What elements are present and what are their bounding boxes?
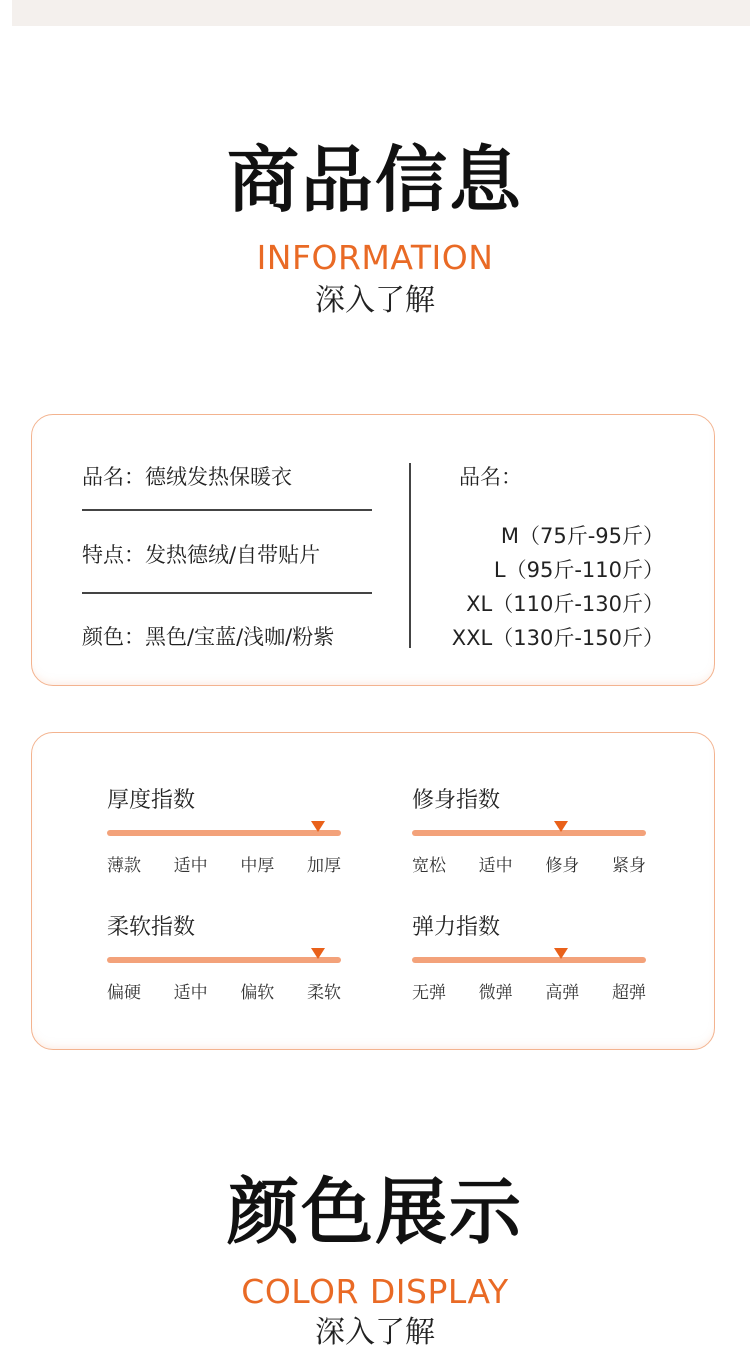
index-marker-icon	[311, 821, 325, 832]
size-item-xl: XL（110斤-130斤）	[466, 592, 664, 616]
row-divider	[82, 592, 372, 594]
size-item-l: L（95斤-110斤）	[493, 558, 664, 582]
info-row-name	[82, 461, 372, 491]
index-marker-icon	[311, 948, 325, 959]
info-row-feature	[82, 539, 372, 569]
row-divider	[82, 509, 372, 511]
index-tick: 柔软	[306, 983, 341, 1003]
top-banner-strip	[12, 0, 750, 26]
index-ticks	[107, 978, 341, 1003]
info-row-label: 颜色：	[82, 625, 145, 649]
size-list	[452, 519, 664, 655]
index-title: 修身指数	[412, 788, 501, 813]
section-title-color: 颜色展示	[226, 1170, 523, 1254]
info-row-value: 发热德绒/自带贴片	[145, 543, 321, 567]
index-title: 弹力指数	[412, 915, 501, 940]
info-row-color	[82, 621, 372, 651]
size-item-m: M（75斤-95斤）	[500, 524, 664, 548]
index-ticks	[107, 851, 341, 876]
section-title-info-en: INFORMATION	[256, 238, 494, 277]
index-tick: 适中	[173, 983, 208, 1003]
index-tick: 适中	[478, 856, 513, 876]
section-title-color-en: COLOR DISPLAY	[241, 1272, 509, 1311]
index-tick: 超弹	[611, 983, 646, 1003]
size-label: 品名：	[459, 465, 522, 489]
index-title: 厚度指数	[107, 788, 196, 813]
index-tick: 薄款	[107, 856, 141, 876]
column-divider	[409, 463, 411, 648]
index-tick: 紧身	[611, 856, 646, 876]
index-bar	[412, 830, 646, 836]
index-tick: 偏软	[240, 983, 275, 1003]
index-ticks	[412, 851, 646, 876]
info-row-label: 品名：	[82, 465, 145, 489]
info-row-label: 特点：	[82, 543, 145, 567]
info-row-value: 德绒发热保暖衣	[145, 465, 292, 489]
size-item-xxl: XXL（130斤-150斤）	[451, 626, 664, 650]
index-tick: 加厚	[306, 856, 341, 876]
index-bar	[107, 957, 341, 963]
index-tick: 无弹	[412, 983, 446, 1003]
section-subtitle-info: 深入了解	[315, 283, 435, 318]
index-tick: 微弹	[478, 983, 513, 1003]
index-ticks	[412, 978, 646, 1003]
index-bar	[107, 830, 341, 836]
index-marker-icon	[554, 948, 568, 959]
index-tick: 修身	[545, 856, 580, 876]
index-card	[31, 732, 715, 1050]
index-title: 柔软指数	[107, 915, 196, 940]
info-row-value: 黑色/宝蓝/浅咖/粉紫	[145, 625, 335, 649]
section-title-info: 商品信息	[226, 138, 523, 222]
index-tick: 中厚	[240, 856, 275, 876]
index-tick: 高弹	[545, 983, 580, 1003]
index-tick: 宽松	[412, 856, 446, 876]
section-subtitle-color: 深入了解	[315, 1315, 435, 1350]
index-tick: 适中	[173, 856, 208, 876]
index-marker-icon	[554, 821, 568, 832]
product-info-card	[31, 414, 715, 686]
index-tick: 偏硬	[107, 983, 141, 1003]
index-bar	[412, 957, 646, 963]
